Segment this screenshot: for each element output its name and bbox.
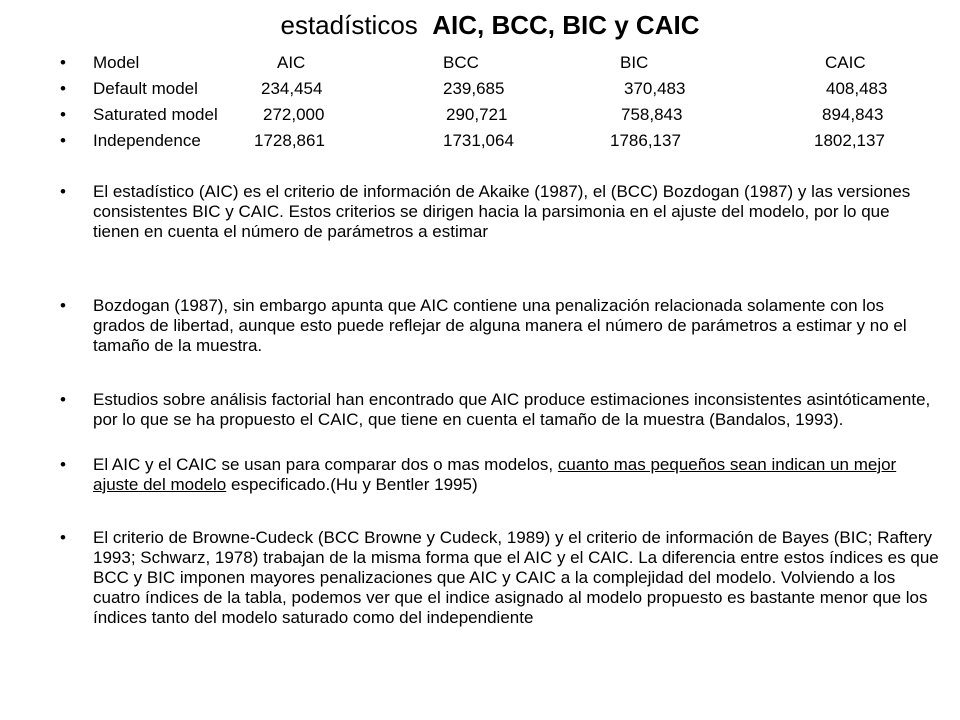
- row-label: Default model: [93, 79, 198, 98]
- table-cell: 272,000: [263, 105, 325, 124]
- paragraph-text: [93, 455, 940, 495]
- header-cell: CAIC: [825, 53, 866, 72]
- bullet: •: [60, 390, 66, 409]
- bullet: •: [60, 455, 66, 474]
- table-cell: 1786,137: [610, 131, 681, 150]
- bullet: •: [60, 53, 66, 72]
- title-bold: AIC, BCC, BIC y CAIC: [432, 10, 700, 40]
- row-label: Independence: [93, 131, 201, 150]
- table-cell: 239,685: [443, 79, 505, 98]
- table-cell: 408,483: [826, 79, 888, 98]
- paragraph-text: Bozdogan (1987), sin embargo apunta que AIC contiene una penalización relacionada solamente con los grados de libertad, aunque esto puede reflejar de alguna manera el número de parámetros a estimar y no el tamaño de la muestra.: [93, 296, 907, 355]
- bullet: •: [60, 528, 66, 547]
- header-cell: Model: [93, 53, 140, 72]
- text-after: especificado.(Hu y Bentler 1995): [226, 475, 478, 494]
- table-cell: 290,721: [446, 105, 508, 124]
- header-cell: BIC: [620, 53, 649, 72]
- table-cell: 1728,861: [254, 131, 325, 150]
- table-cell: 758,843: [621, 105, 683, 124]
- title-prefix: estadísticos: [280, 10, 418, 40]
- paragraph-text: El estadístico (AIC) es el criterio de información de Akaike (1987), el (BCC) Bozdogan (1987) y las versiones consistentes BIC y CAIC. Estos criterios se dirigen hacia la parsimonia en el ajuste del modelo, por lo que tienen en cuenta el número de parámetros a estimar: [93, 182, 911, 241]
- paragraph: [60, 528, 940, 628]
- bullet: •: [60, 182, 66, 201]
- paragraph: [60, 390, 940, 430]
- bullet: •: [60, 105, 66, 124]
- text-before: El AIC y el CAIC se usan para comparar dos o mas modelos,: [93, 455, 558, 474]
- paragraph-text: El criterio de Browne-Cudeck (BCC Browne y Cudeck, 1989) y el criterio de información de Bayes (BIC; Raftery 1993; Schwarz, 1978) trabajan de la misma forma que el AIC y el CAIC. La diferencia entre estos índices es que BCC y BIC imponen mayores penalizaciones que AIC y CAIC a la complejidad del modelo. Volviendo a los cuatro índices de la tabla, podemos ver que el indice asignado al modelo propuesto es bastante menor que los índices tanto del modelo saturado como del independiente: [93, 528, 939, 627]
- paragraph: [60, 455, 940, 495]
- paragraph: [60, 182, 940, 242]
- paragraph-text: Estudios sobre análisis factorial han encontrado que AIC produce estimaciones inconsistentes asintóticamente, por lo que se ha propuesto el CAIC, que tiene en cuenta el tamaño de la muestra (Bandalos, 1993).: [93, 390, 931, 429]
- table-cell: 234,454: [261, 79, 323, 98]
- table-cell: 894,843: [822, 105, 884, 124]
- paragraph: [60, 296, 940, 356]
- header-cell: BCC: [443, 53, 479, 72]
- bullet: •: [60, 296, 66, 315]
- table-cell: 1802,137: [814, 131, 885, 150]
- underlined-text: cuanto mas pequeños sean indican un mejor ajuste del modelo: [93, 455, 897, 494]
- bullet: •: [60, 131, 66, 150]
- bullet: •: [60, 79, 66, 98]
- header-cell: AIC: [277, 53, 306, 72]
- row-label: Saturated model: [93, 105, 218, 124]
- table-cell: 370,483: [624, 79, 686, 98]
- slide-title: [0, 8, 960, 42]
- table-cell: 1731,064: [443, 131, 514, 150]
